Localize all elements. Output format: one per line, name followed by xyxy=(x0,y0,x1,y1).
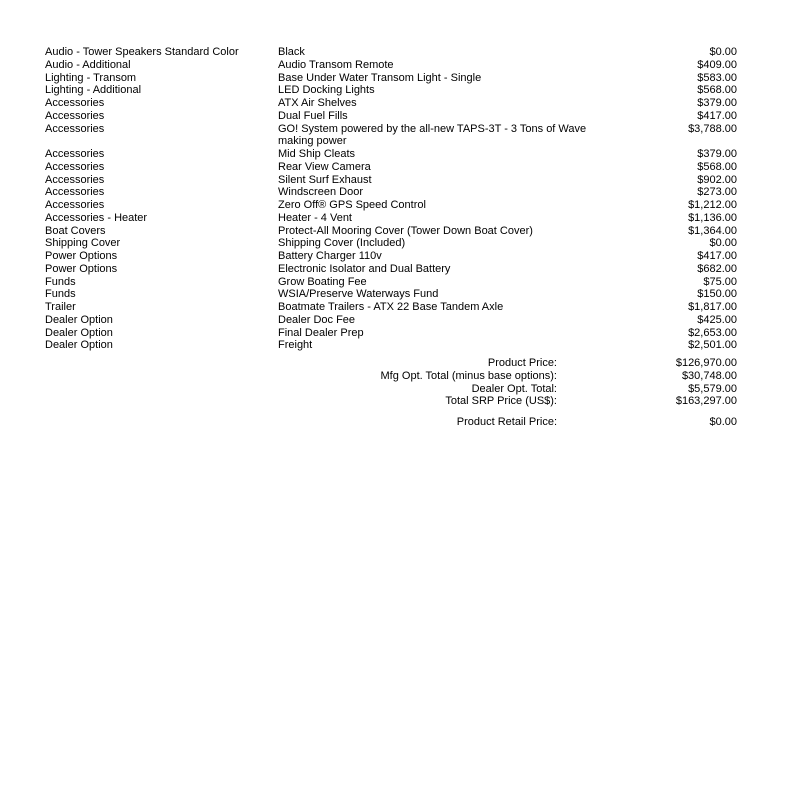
item-category: Lighting - Additional xyxy=(45,84,142,97)
line-item-row xyxy=(45,237,737,250)
item-category: Accessories xyxy=(45,186,105,199)
item-price: $417.00 xyxy=(697,250,737,262)
item-price: $902.00 xyxy=(697,173,737,186)
item-category: Power Options xyxy=(45,250,118,262)
item-category: Accessories - Heater xyxy=(45,211,148,224)
item-price: $1,817.00 xyxy=(688,301,737,313)
item-description: Freight xyxy=(278,339,313,352)
item-price: $583.00 xyxy=(697,71,737,84)
item-description: GO! System powered by the all-new TAPS-3T - 3 Tons of Wave making power xyxy=(278,122,587,148)
summary-row xyxy=(45,357,737,370)
item-category: Dealer Option xyxy=(45,339,113,352)
item-category: Accessories xyxy=(45,148,105,160)
summary-label: Total SRP Price (US$): xyxy=(445,395,557,408)
item-price: $409.00 xyxy=(697,58,737,71)
item-description: Final Dealer Prep xyxy=(278,326,364,339)
item-description: LED Docking Lights xyxy=(278,84,375,97)
item-category: Funds xyxy=(45,288,76,301)
line-item-row xyxy=(45,199,737,212)
item-price: $425.00 xyxy=(697,313,737,326)
item-category: Power Options xyxy=(45,262,118,275)
line-item-row xyxy=(45,174,737,187)
summary-value: $5,579.00 xyxy=(688,382,737,395)
item-price: $379.00 xyxy=(697,148,737,160)
options-price-list-page xyxy=(45,46,737,428)
line-item-row xyxy=(45,276,737,289)
item-price: $0.00 xyxy=(709,237,737,250)
line-item-row xyxy=(45,59,737,72)
item-category: Accessories xyxy=(45,173,105,186)
item-description: WSIA/Preserve Waterways Fund xyxy=(278,288,439,301)
item-category: Accessories xyxy=(45,97,105,109)
item-category: Trailer xyxy=(45,301,76,313)
line-item-row xyxy=(45,46,737,59)
product-retail-price-value: $0.00 xyxy=(709,415,737,428)
item-category: Funds xyxy=(45,275,76,288)
item-price: $75.00 xyxy=(703,275,737,288)
item-category: Dealer Option xyxy=(45,326,113,339)
item-category: Lighting - Transom xyxy=(45,71,137,84)
summary-value: $126,970.00 xyxy=(675,357,737,369)
item-category: Boat Covers xyxy=(45,224,106,237)
item-price: $2,653.00 xyxy=(688,326,737,339)
item-price: $0.00 xyxy=(709,46,737,58)
item-description: Zero Off® GPS Speed Control xyxy=(278,199,426,211)
item-description: Heater - 4 Vent xyxy=(278,211,352,224)
line-item-row xyxy=(45,161,737,174)
item-category: Dealer Option xyxy=(45,313,113,326)
item-description: Battery Charger 110v xyxy=(278,250,382,262)
item-price: $417.00 xyxy=(697,109,737,122)
item-description: Electronic Isolator and Dual Battery xyxy=(278,262,451,275)
summary-value: $163,297.00 xyxy=(675,395,737,408)
item-category: Accessories xyxy=(45,122,105,135)
item-price: $1,364.00 xyxy=(688,224,737,237)
item-category: Audio - Additional xyxy=(45,58,131,71)
item-price: $2,501.00 xyxy=(688,339,737,352)
item-description: ATX Air Shelves xyxy=(278,97,357,109)
product-retail-price-label: Product Retail Price: xyxy=(456,415,557,428)
item-description: Grow Boating Fee xyxy=(278,275,367,288)
summary-row xyxy=(45,383,737,396)
item-description: Rear View Camera xyxy=(278,160,371,173)
line-item-row xyxy=(45,339,737,352)
line-item-row xyxy=(45,84,737,97)
price-summary-section xyxy=(45,357,737,408)
line-item-row xyxy=(45,97,737,110)
item-description: Black xyxy=(278,46,305,58)
item-price: $273.00 xyxy=(697,186,737,199)
item-category: Accessories xyxy=(45,109,105,122)
item-price: $568.00 xyxy=(697,84,737,97)
line-item-row xyxy=(45,110,737,123)
summary-value: $30,748.00 xyxy=(681,369,737,382)
item-description: Base Under Water Transom Light - Single xyxy=(278,71,482,84)
product-retail-price-row xyxy=(45,416,737,429)
item-price: $3,788.00 xyxy=(688,122,737,135)
item-category: Shipping Cover xyxy=(45,237,121,250)
item-price: $568.00 xyxy=(697,160,737,173)
item-category: Accessories xyxy=(45,160,105,173)
line-item-row xyxy=(45,72,737,85)
item-description: Boatmate Trailers - ATX 22 Base Tandem Axle xyxy=(278,301,504,313)
line-item-row xyxy=(45,327,737,340)
summary-row xyxy=(45,395,737,408)
line-item-row xyxy=(45,148,737,161)
summary-label: Mfg Opt. Total (minus base options): xyxy=(380,369,557,382)
item-price: $1,212.00 xyxy=(688,199,737,211)
item-description: Windscreen Door xyxy=(278,186,363,199)
line-item-row xyxy=(45,212,737,225)
item-price: $379.00 xyxy=(697,97,737,109)
item-price: $682.00 xyxy=(697,262,737,275)
line-item-row xyxy=(45,225,737,238)
item-description: Silent Surf Exhaust xyxy=(278,173,372,186)
line-item-row xyxy=(45,301,737,314)
summary-label: Product Price: xyxy=(487,357,557,369)
line-item-row xyxy=(45,250,737,263)
item-category: Audio - Tower Speakers Standard Color xyxy=(45,46,239,58)
line-item-row xyxy=(45,186,737,199)
item-description: Shipping Cover (Included) xyxy=(278,237,406,250)
line-item-row xyxy=(45,288,737,301)
item-price: $150.00 xyxy=(697,288,737,301)
line-item-row xyxy=(45,263,737,276)
item-description: Audio Transom Remote xyxy=(278,58,394,71)
item-description: Dual Fuel Fills xyxy=(278,109,348,122)
item-price: $1,136.00 xyxy=(688,211,737,224)
line-item-row xyxy=(45,123,737,149)
item-description: Dealer Doc Fee xyxy=(278,313,356,326)
line-item-row xyxy=(45,314,737,327)
line-items-section xyxy=(45,46,737,352)
item-description: Mid Ship Cleats xyxy=(278,148,356,160)
summary-row xyxy=(45,370,737,383)
item-description: Protect-All Mooring Cover (Tower Down Boat Cover) xyxy=(278,224,533,237)
summary-label: Dealer Opt. Total: xyxy=(471,382,557,395)
item-category: Accessories xyxy=(45,199,105,211)
